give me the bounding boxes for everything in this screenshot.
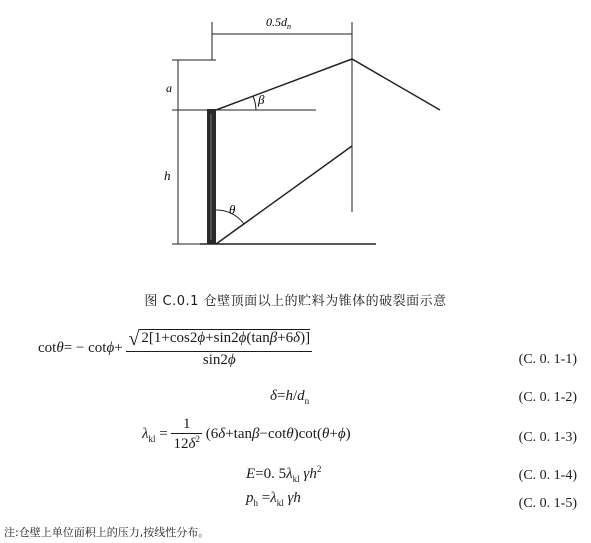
failure-plane [216,146,352,244]
label-h: h [164,168,171,183]
equation-1: cotθ= − cotϕ+ $\frac{√ 2[1+\cos 2\phi+\sin 2\phi(\tan\beta+6\delta)]}{\sin 2\phi}$ [38,328,311,368]
top-dimension-label: $0.5d_n$ [266,15,291,31]
beta-arc [253,96,256,110]
equation-2: $\delta=h/d_n$ [270,388,310,406]
label-theta: θ [229,202,236,217]
equation-5-number: (C. 0. 1-5) [518,496,577,511]
label-a: a [166,81,172,95]
equation-3-number: (C. 0. 1-3) [518,430,577,445]
equation-2-number: (C. 0. 1-2) [518,390,577,405]
equation-4: E=0. $5\lambda_{kl}$ $\gamma h^2$ [246,464,322,484]
equation-4-number: (C. 0. 1-4) [518,468,577,483]
figure-caption: 图 C.0.1 仓壁顶面以上的贮料为锥体的破裂面示意 [144,294,447,309]
equation-1-number: (C. 0. 1-1) [518,352,577,367]
equation-3: $\lambda_{kl}$ = $\frac{1}{12\delta^2}$ (6δ+tanβ−cotθ)cot(θ+ϕ) [142,416,351,452]
equation-5: $p_h =\lambda_{kl}$ γh [246,490,301,508]
footnote: 注:仓壁上单位面积上的压力,按线性分布。 [4,526,210,539]
cone-surface [216,59,440,110]
label-beta: β [258,92,265,107]
